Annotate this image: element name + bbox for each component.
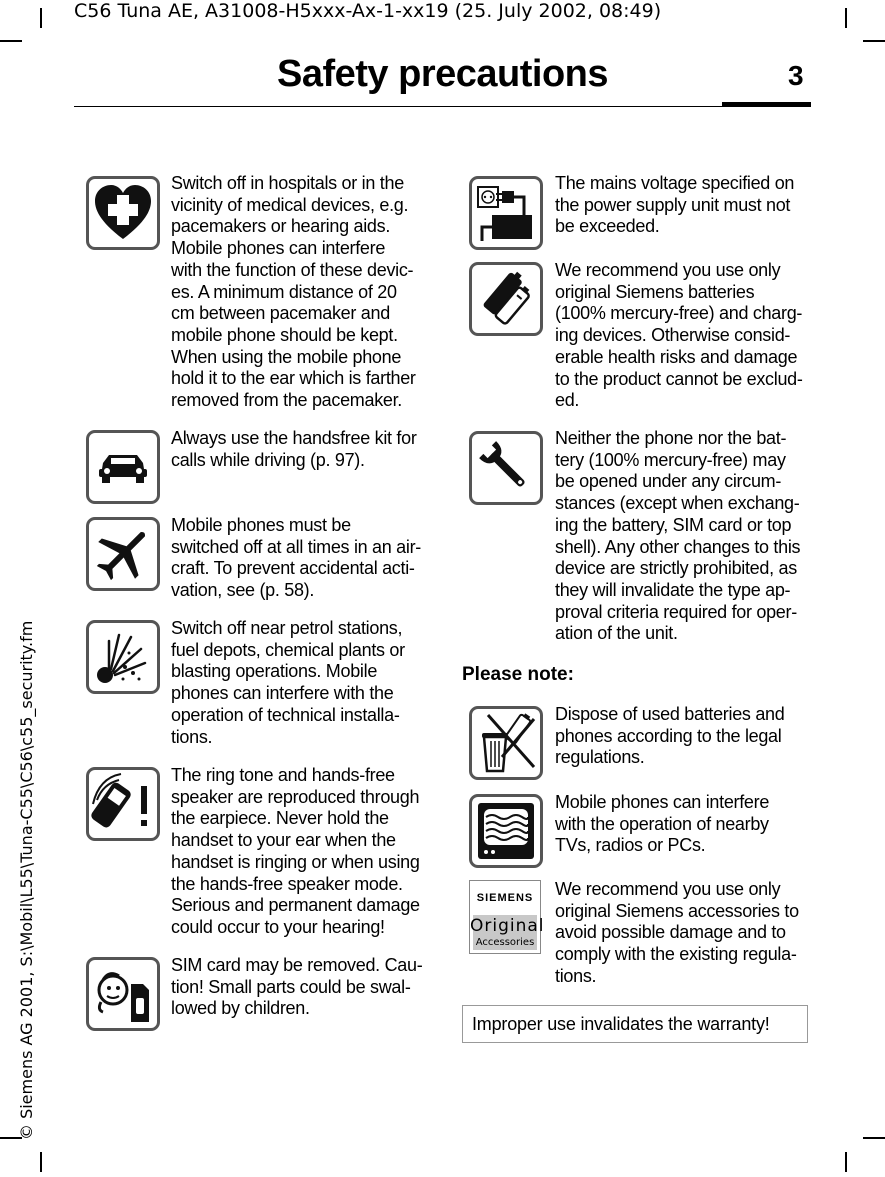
text-line: Mobile phones must be xyxy=(171,515,351,535)
text-line: handset to your ear when the xyxy=(171,830,396,851)
page-number-bar xyxy=(722,102,811,107)
text-line: the earpiece. Never hold the xyxy=(171,808,389,829)
original-batteries-text xyxy=(555,260,803,412)
text-line: fuel depots, chemical plants or xyxy=(171,639,405,660)
text-line: avoid possible damage and to xyxy=(555,922,786,943)
aircraft-warning-text xyxy=(171,515,421,602)
text-line: erable health risks and damage xyxy=(555,346,798,367)
crop-mark xyxy=(845,8,847,28)
please-note-heading: Please note: xyxy=(462,664,574,685)
text-line: Mobile phones can interfere xyxy=(171,238,386,259)
text-line: cm between pacemaker and xyxy=(171,303,390,324)
tv-interference-text xyxy=(555,792,769,857)
text-line: proval criteria required for oper- xyxy=(555,601,797,622)
child-sim-card-icon xyxy=(86,957,160,1031)
text-line: handset is ringing or when using xyxy=(171,851,420,872)
logo-original-text: Original xyxy=(470,916,545,936)
text-line: ation of the unit. xyxy=(555,623,678,644)
hearing-warning-text xyxy=(171,765,420,939)
petrol-station-warning-text xyxy=(171,618,405,748)
text-line: ing the battery, SIM card or top xyxy=(555,514,792,535)
siemens-original-logo-icon xyxy=(469,880,545,954)
sim-card-warning-text xyxy=(171,955,422,1020)
text-line: ing devices. Otherwise consid- xyxy=(555,325,791,346)
text-line: hold it to the ear which is farther xyxy=(171,368,416,389)
battery-disposal-icon xyxy=(469,706,543,780)
text-line: with the function of these devic- xyxy=(171,259,414,280)
text-line: removed from the pacemaker. xyxy=(171,390,403,411)
power-plug-icon xyxy=(469,176,543,250)
wrench-icon xyxy=(469,431,543,505)
text-line: phones can interfere with the xyxy=(171,683,394,704)
text-line: to the product cannot be exclud- xyxy=(555,368,803,389)
text-line: original Siemens accessories to xyxy=(555,900,799,921)
warranty-note-text: Improper use invalidates the warranty! xyxy=(472,1014,770,1034)
ringing-phone-icon xyxy=(86,767,160,841)
text-line: tions. xyxy=(555,965,597,986)
text-line: speaker are reproduced through xyxy=(171,786,420,807)
text-line: could occur to your hearing! xyxy=(171,916,385,937)
text-line: Always use the handsfree kit for xyxy=(171,428,417,448)
mains-voltage-text xyxy=(555,173,794,238)
text-line: es. A minimum distance of 20 xyxy=(171,281,397,302)
text-line: the power supply unit must not xyxy=(555,194,791,215)
text-line: original Siemens batteries xyxy=(555,281,755,302)
text-line: comply with the existing regula- xyxy=(555,944,797,965)
text-line: tery (100% mercury-free) may xyxy=(555,449,786,470)
running-head: C56 Tuna AE, A31008-H5xxx-Ax-1-xx19 (25. July 2002, 08:49) xyxy=(74,0,662,22)
text-line: vation, see (p. 58). xyxy=(171,580,315,601)
text-line: the hands-free speaker mode. xyxy=(171,873,403,894)
text-line: phones according to the legal xyxy=(555,725,782,746)
text-line: tion! Small parts could be swal- xyxy=(171,976,411,997)
text-line: The mains voltage specified on xyxy=(555,173,795,193)
text-line: The ring tone and hands-free xyxy=(171,765,395,785)
text-line: Dispose of used batteries and xyxy=(555,704,785,724)
text-line: mobile phone should be kept. xyxy=(171,324,398,345)
text-line: vicinity of medical devices, e.g. xyxy=(171,194,409,215)
battery-icon xyxy=(469,262,543,336)
text-line: be exceeded. xyxy=(555,216,660,237)
crop-mark xyxy=(0,40,22,42)
text-line: Switch off in hospitals or in the xyxy=(171,173,404,193)
text-line: When using the mobile phone xyxy=(171,346,402,367)
heart-cross-icon xyxy=(86,176,160,250)
car-icon xyxy=(86,430,160,504)
text-line: (100% mercury-free) and charg- xyxy=(555,303,803,324)
text-line: calls while driving (p. 97). xyxy=(171,449,365,470)
text-line: they will invalidate the type ap- xyxy=(555,579,791,600)
text-line: ed. xyxy=(555,390,580,411)
text-line: with the operation of nearby xyxy=(555,813,769,834)
text-line: Switch off near petrol stations, xyxy=(171,618,403,638)
text-line: operation of technical installa- xyxy=(171,704,400,725)
text-line: shell). Any other changes to this xyxy=(555,536,801,557)
airplane-icon xyxy=(86,517,160,591)
text-line: Mobile phones can interfere xyxy=(555,792,770,812)
file-path-footer: © Siemens AG 2001, S:\Mobil\L55\Tuna-C55\C56\c55_security.fm xyxy=(17,620,36,1140)
header-rule xyxy=(74,106,811,107)
text-line: device are strictly prohibited, as xyxy=(555,558,797,579)
page-title: Safety precautions xyxy=(277,53,608,95)
text-line: regulations. xyxy=(555,747,645,768)
tv-interference-icon xyxy=(469,794,543,868)
text-line: craft. To prevent accidental acti- xyxy=(171,558,415,579)
logo-brand-text: SIEMENS xyxy=(476,892,534,904)
text-line: TVs, radios or PCs. xyxy=(555,835,706,856)
disposal-note-text xyxy=(555,704,784,769)
text-line: tions. xyxy=(171,726,213,747)
text-line: switched off at all times in an air- xyxy=(171,536,421,557)
text-line: SIM card may be removed. Cau- xyxy=(171,955,423,975)
text-line: be opened under any circum- xyxy=(555,471,782,492)
crop-mark xyxy=(845,1152,847,1172)
text-line: lowed by children. xyxy=(171,998,310,1019)
crop-mark xyxy=(863,1137,885,1139)
text-line: pacemakers or hearing aids. xyxy=(171,216,391,237)
crop-mark xyxy=(40,8,42,28)
text-line: We recommend you use only xyxy=(555,879,781,899)
logo-accessories-text: Accessories xyxy=(475,937,535,948)
crop-mark xyxy=(863,40,885,42)
text-line: Serious and permanent damage xyxy=(171,895,420,916)
text-line: blasting operations. Mobile xyxy=(171,661,378,682)
page-number: 3 xyxy=(788,60,804,91)
text-line: Neither the phone nor the bat- xyxy=(555,428,787,448)
original-accessories-text xyxy=(555,879,799,988)
crop-mark xyxy=(40,1152,42,1172)
text-line: stances (except when exchang- xyxy=(555,493,800,514)
driving-warning-text xyxy=(171,428,417,471)
text-line: We recommend you use only xyxy=(555,260,781,280)
do-not-open-text xyxy=(555,428,800,645)
hospital-warning-text xyxy=(171,173,416,412)
warranty-note-box xyxy=(462,1005,808,1043)
explosion-icon xyxy=(86,620,160,694)
